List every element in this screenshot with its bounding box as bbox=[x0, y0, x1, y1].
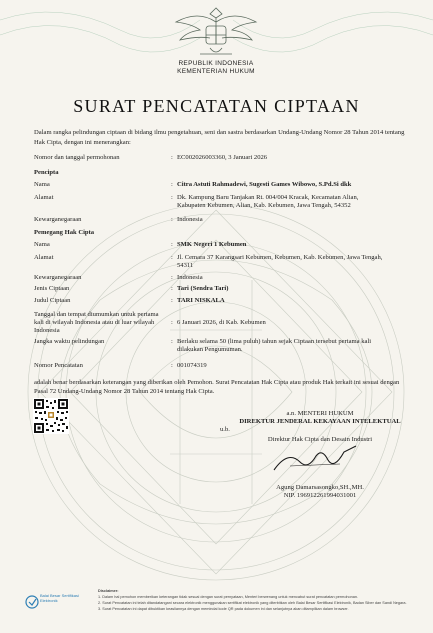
footer-note-3: 3. Surat Pencatatan ini dapat dibuktikan keasliannya dengan memindai kode QR pada dokumen ini dan selanjutnya akan ditampilkan dalam browser. bbox=[98, 607, 349, 611]
registration-number-label: Nomor Pencatatan bbox=[34, 362, 83, 369]
creator-address-value: Dk. Kampung Baru Tanjakan Rt. 004/004 Kracak, Kecamatan Alian, Kabupaten Kebumen, Alian, Kab. Kebumen, Jawa Tengah, 54352 bbox=[177, 194, 359, 209]
application-number-label: Nomor dan tanggal permohonan bbox=[34, 154, 120, 161]
work-title-label: Judul Ciptaan bbox=[34, 297, 71, 304]
footer-note-1: 1. Dalam hal pemohon memberikan keterangan tidak sesuai dengan surat pernyataan, Menteri berwenang untuk mencabut surat pencatatan permohonan. bbox=[98, 595, 359, 599]
intro-paragraph: Dalam rangka pelindungan ciptaan di bidang ilmu pengetahuan, seni dan sastra berdasarkan Undang-Undang Nomor 28 Tahun 2014 tentang Hak Cipta, dengan ini menerangkan: bbox=[34, 129, 405, 146]
colon: : bbox=[171, 241, 173, 248]
qr-code-icon[interactable] bbox=[33, 398, 69, 434]
colon: : bbox=[171, 297, 173, 304]
colon: : bbox=[171, 362, 173, 369]
signatory-name: Agung Damarsasongko,SH.,MH. bbox=[276, 484, 364, 491]
colon: : bbox=[171, 254, 173, 261]
signature-director-title: Direktur Hak Cipta dan Desain Industri bbox=[267, 436, 373, 443]
signatory-nip: NIP. 196912261994031001 bbox=[283, 492, 357, 499]
colon: : bbox=[171, 338, 173, 345]
holder-nationality-label: Kewarganegaraan bbox=[34, 274, 82, 281]
creator-nationality-value: Indonesia bbox=[177, 216, 203, 223]
colon: : bbox=[171, 154, 173, 161]
holder-address-label: Alamat bbox=[34, 254, 54, 261]
publication-date-label: Tanggal dan tempat diumumkan untuk pertama kali di wilayah Indonesia atau di luar wilayah Indonesia bbox=[34, 311, 159, 334]
holder-address-value: Jl. Cemara 37 Karangsari Kebumen, Kebumen, Kab. Kebumen, Jawa Tengah, 54311 bbox=[177, 254, 383, 269]
holder-name-label: Nama bbox=[34, 241, 50, 248]
closing-paragraph: adalah benar berdasarkan keterangan yang diberikan oleh Pemohon. Surat Pencatatan Hak Cipta atau produk Hak terkait ini sesuai dengan Pasal 72 Undang-Undang Nomor 28 Tahun 2014 tentang Hak Cipta. bbox=[34, 379, 400, 395]
signature-office: DIREKTUR JENDERAL KEKAYAAN INTELEKTUAL bbox=[239, 418, 401, 425]
creator-name-value: Citra Astuti Rahmadewi, Sugesti Games Wibowo, S.Pd.Si dkk bbox=[177, 181, 352, 188]
work-title-value: TARI NISKALA bbox=[177, 297, 225, 304]
header-ministry: KEMENTERIAN HUKUM bbox=[177, 68, 255, 75]
application-number-value: EC002026003360, 3 Januari 2026 bbox=[177, 154, 268, 161]
page-title: SURAT PENCATATAN CIPTAAN bbox=[73, 96, 360, 116]
publication-date-value: 6 Januari 2026, di Kab. Kebumen bbox=[177, 319, 266, 326]
holder-heading: Pemegang Hak Cipta bbox=[34, 229, 95, 236]
work-type-label: Jenis Ciptaan bbox=[34, 285, 70, 292]
work-type-value: Tari (Sendra Tari) bbox=[177, 285, 229, 292]
signature-icon bbox=[270, 444, 360, 476]
holder-name-value: SMK Negeri 1 Kebumen bbox=[177, 241, 247, 248]
bsre-logo-text: Balai Besar Sertifikasi Elektronik bbox=[40, 593, 79, 603]
colon: : bbox=[171, 194, 173, 201]
garuda-emblem-icon bbox=[170, 0, 262, 62]
holder-nationality-value: Indonesia bbox=[177, 274, 203, 281]
signature-on-behalf: a.n. MENTERI HUKUM bbox=[286, 410, 354, 417]
creator-nationality-label: Kewarganegaraan bbox=[34, 216, 82, 223]
colon: : bbox=[171, 319, 173, 326]
colon: : bbox=[171, 274, 173, 281]
signature-ub: u.b. bbox=[220, 426, 230, 433]
protection-term-value: Berlaku selama 50 (lima puluh) tahun sejak Ciptaan tersebut pertama kali dilakukan Pengumuman. bbox=[177, 338, 372, 353]
creator-address-label: Alamat bbox=[34, 194, 54, 201]
creator-heading: Pencipta bbox=[34, 169, 59, 176]
header-country: REPUBLIK INDONESIA bbox=[178, 60, 254, 67]
registration-number-value: 001074319 bbox=[177, 362, 207, 369]
footer-note-2: 2. Surat Pencatatan ini telah ditandatangani secara elektronik menggunakan sertifikat elektronik yang diterbitkan oleh Balai Besar Sertifikasi Elektronik, Badan Siber dan Sandi Negara. bbox=[98, 601, 407, 605]
footer-heading: Disclaimer: bbox=[98, 589, 119, 593]
colon: : bbox=[171, 285, 173, 292]
protection-term-label: Jangka waktu pelindungan bbox=[34, 338, 105, 345]
colon: : bbox=[171, 181, 173, 188]
creator-name-label: Nama bbox=[34, 181, 50, 188]
colon: : bbox=[171, 216, 173, 223]
